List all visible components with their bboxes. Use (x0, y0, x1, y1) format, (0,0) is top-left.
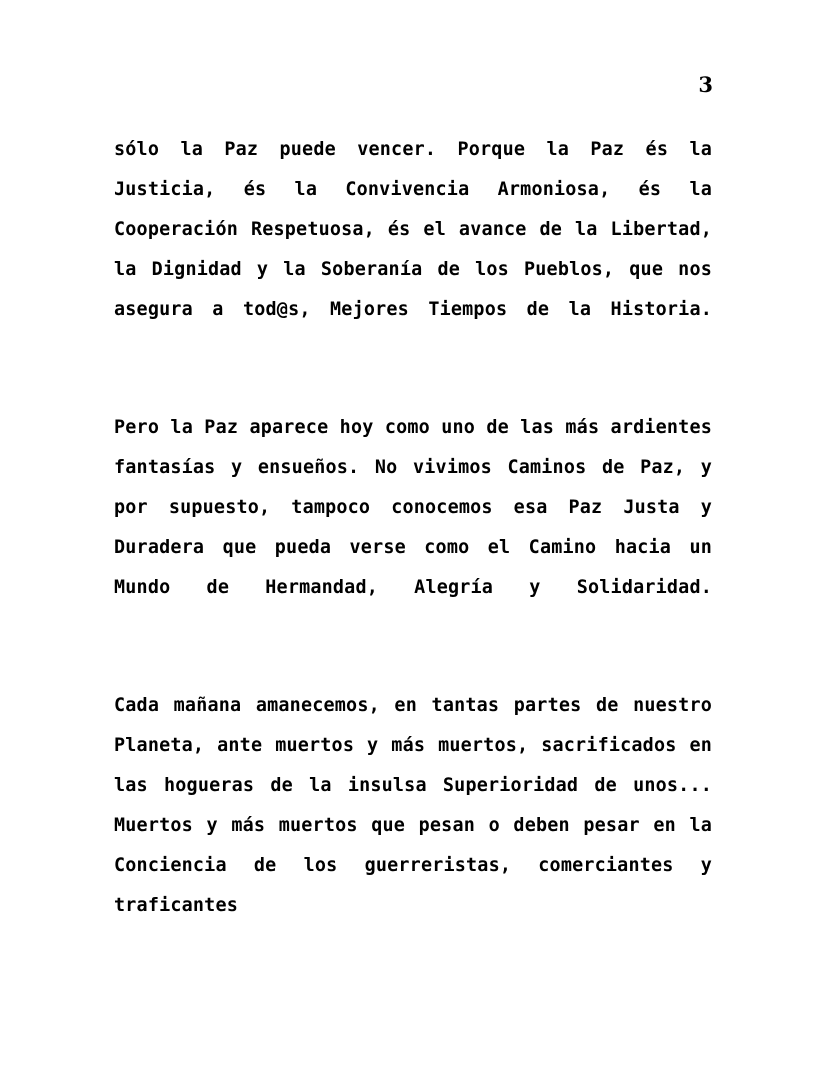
document-body (114, 130, 712, 966)
paragraph: Pero la Paz aparece hoy como uno de las más ardientes fantasías y ensueños. No vivimos Caminos de Paz, y por supuesto, tampoco conocemos esa Paz Justa y Duradera que pueda verse como el Camino hacia un Mundo de Hermandad, Alegría y Solidaridad. (114, 417, 712, 598)
paragraph: sólo la Paz puede vencer. Porque la Paz és la Justicia, és la Convivencia Armoniosa, és la Cooperación Respetuosa, és el avance de la Libertad, la Dignidad y la Soberanía de los Pueblos, que nos asegura a tod@s, Mejores Tiempos de la Historia. (114, 139, 712, 320)
paragraph: Cada mañana amanecemos, en tantas partes de nuestro Planeta, ante muertos y más muertos, sacrificados en las hogueras de la insulsa Superioridad de unos... Muertos y más muertos que pesan o deben pesar en la Conciencia de los guerreristas, comerciantes y traficantes (114, 695, 712, 916)
page-number: 3 (698, 72, 713, 97)
